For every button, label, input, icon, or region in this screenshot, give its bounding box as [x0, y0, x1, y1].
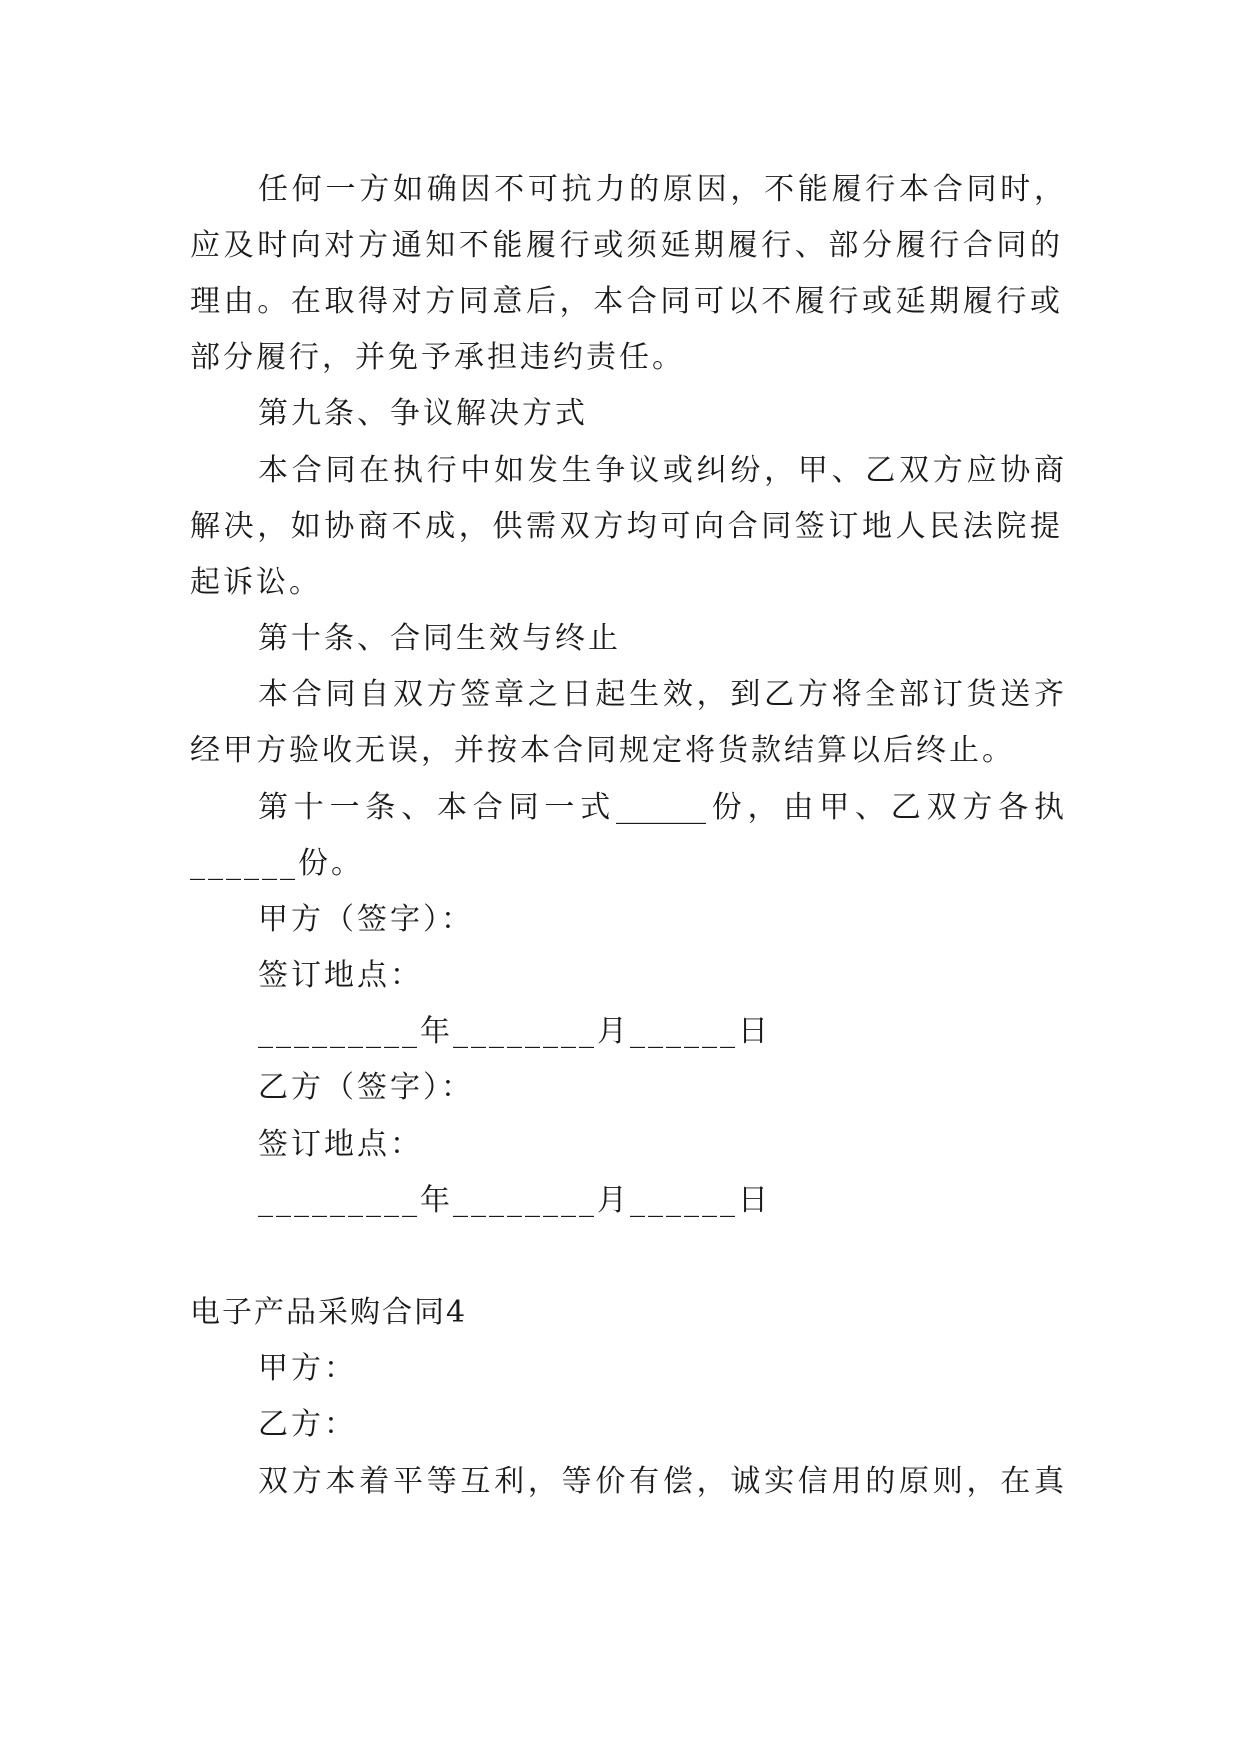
paragraph-line: 理由。在取得对方同意后，本合同可以不履行或延期履行或 [190, 284, 1060, 319]
signing-place-label: 签订地点： [258, 1127, 423, 1162]
party-b-signature-label: 乙方（签字）： [258, 1070, 474, 1105]
paragraph-line: 经甲方验收无误，并按本合同规定将货款结算以后终止。 [190, 733, 1015, 768]
article-heading: 第十条、合同生效与终止 [258, 621, 621, 656]
paragraph-line: 部分履行，并免予承担违约责任。 [190, 340, 685, 375]
document-title: 电子产品采购合同4 [190, 1295, 468, 1330]
paragraph-line: ______份。 [190, 846, 364, 881]
date-line: _________年________月______日 [258, 1183, 771, 1218]
paragraph-line: 应及时向对方通知不能履行或须延期履行、部分履行合同的 [190, 228, 1060, 263]
date-line: _________年________月______日 [258, 1014, 771, 1049]
party-a-label: 甲方： [258, 1351, 357, 1386]
paragraph-line: 本合同自双方签章之日起生效，到乙方将全部订货送齐 [258, 677, 1064, 712]
article-heading: 第九条、争议解决方式 [258, 396, 588, 431]
paragraph-line: 本合同在执行中如发生争议或纠纷，甲、乙双方应协商 [258, 453, 1064, 488]
paragraph-line: 双方本着平等互利，等价有偿，诚实信用的原则，在真 [258, 1464, 1064, 1499]
paragraph-line: 起诉讼。 [190, 565, 322, 600]
paragraph-line: 任何一方如确因不可抗力的原因，不能履行本合同时， [258, 172, 1064, 207]
paragraph-line: 第十一条、本合同一式______份，由甲、乙双方各执 [258, 790, 1064, 825]
paragraph-line: 解决，如协商不成，供需双方均可向合同签订地人民法院提 [190, 509, 1060, 544]
party-b-label: 乙方： [258, 1407, 357, 1442]
party-a-signature-label: 甲方（签字）： [258, 902, 474, 937]
signing-place-label: 签订地点： [258, 958, 423, 993]
